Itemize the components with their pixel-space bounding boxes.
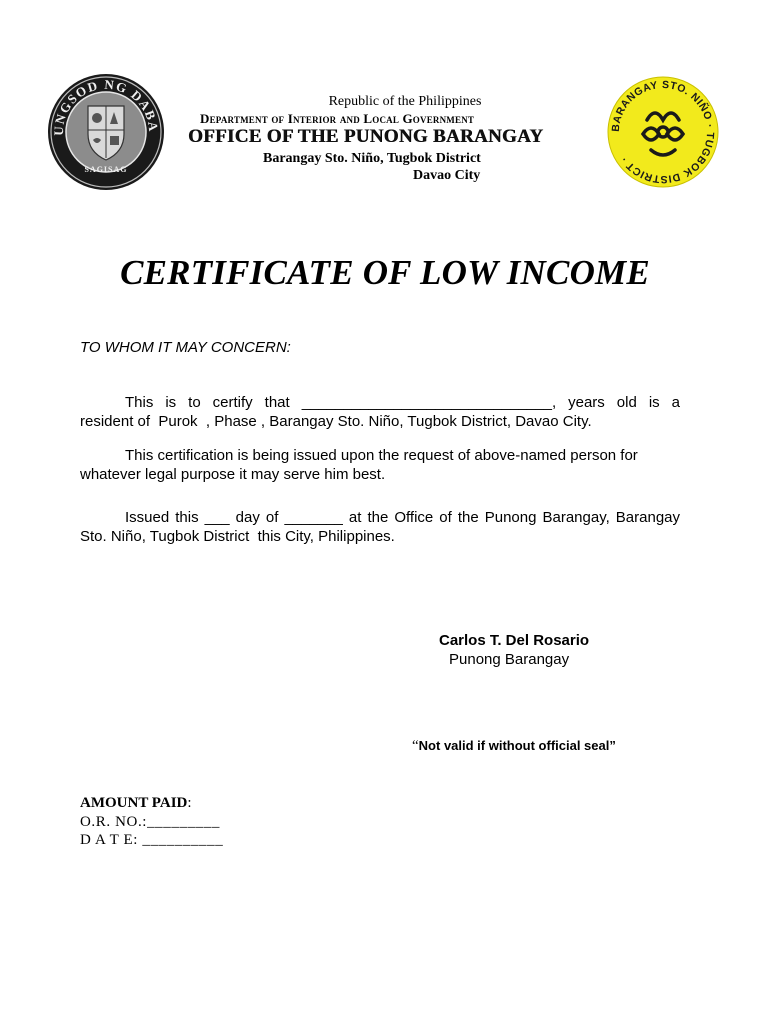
office-title: OFFICE OF THE PUNONG BARANGAY — [188, 126, 544, 147]
city-seal-bottom-text: SAGISAG — [84, 165, 128, 174]
salutation: TO WHOM IT MAY CONCERN: — [80, 339, 291, 356]
seal-validity-note — [412, 738, 616, 755]
paragraph-2-line-2: whatever legal purpose it may serve him best. — [80, 466, 386, 483]
note-open-quote: “ — [412, 738, 419, 754]
barangay-seal-ring-text: BARANGAY STO. NIÑO · TUGBOK DISTRICT · — [609, 78, 717, 186]
paragraph-3-line-1: Issued this ___ day of _______ at the Office of the Punong Barangay, Barangay — [125, 509, 680, 526]
date-field: D A T E: __________ — [80, 832, 224, 848]
issued-paragraph — [80, 508, 680, 546]
amount-paid-colon: : — [187, 795, 192, 811]
city-seal — [46, 72, 166, 192]
amount-paid-text: AMOUNT PAID — [80, 795, 188, 811]
city-seal-ring-text: UNGSOD NG DABA — [50, 76, 162, 136]
paragraph-1-line-1: This is to certify that ______________________________, years old is a — [125, 394, 680, 411]
signatory-title: Punong Barangay — [449, 651, 570, 668]
note-text: Not valid if without official seal” — [418, 738, 616, 753]
paragraph-3-line-2: Sto. Niño, Tugbok District this City, Philippines. — [80, 528, 395, 545]
certificate-title: CERTIFICATE OF LOW INCOME — [120, 253, 650, 292]
department-line: Department of Interior and Local Government — [200, 111, 475, 126]
purpose-paragraph — [80, 446, 680, 484]
paragraph-2-line-1: This certification is being issued upon the request of above-named person for — [125, 447, 638, 464]
amount-paid-label — [80, 795, 192, 812]
signatory-name: Carlos T. Del Rosario — [439, 632, 590, 649]
barangay-seal-graphic — [607, 76, 719, 188]
paragraph-1-line-2: resident of Purok , Phase , Barangay Sto. Niño, Tugbok District, Davao City. — [80, 413, 592, 430]
or-number-field: O.R. NO.:_________ — [80, 814, 220, 830]
barangay-seal — [607, 76, 719, 188]
city-line: Davao City — [413, 168, 481, 183]
barangay-line: Barangay Sto. Niño, Tugbok District — [263, 151, 481, 166]
city-seal-graphic — [46, 72, 166, 192]
republic-line: Republic of the Philippines — [328, 94, 482, 109]
certification-paragraph — [80, 393, 680, 431]
